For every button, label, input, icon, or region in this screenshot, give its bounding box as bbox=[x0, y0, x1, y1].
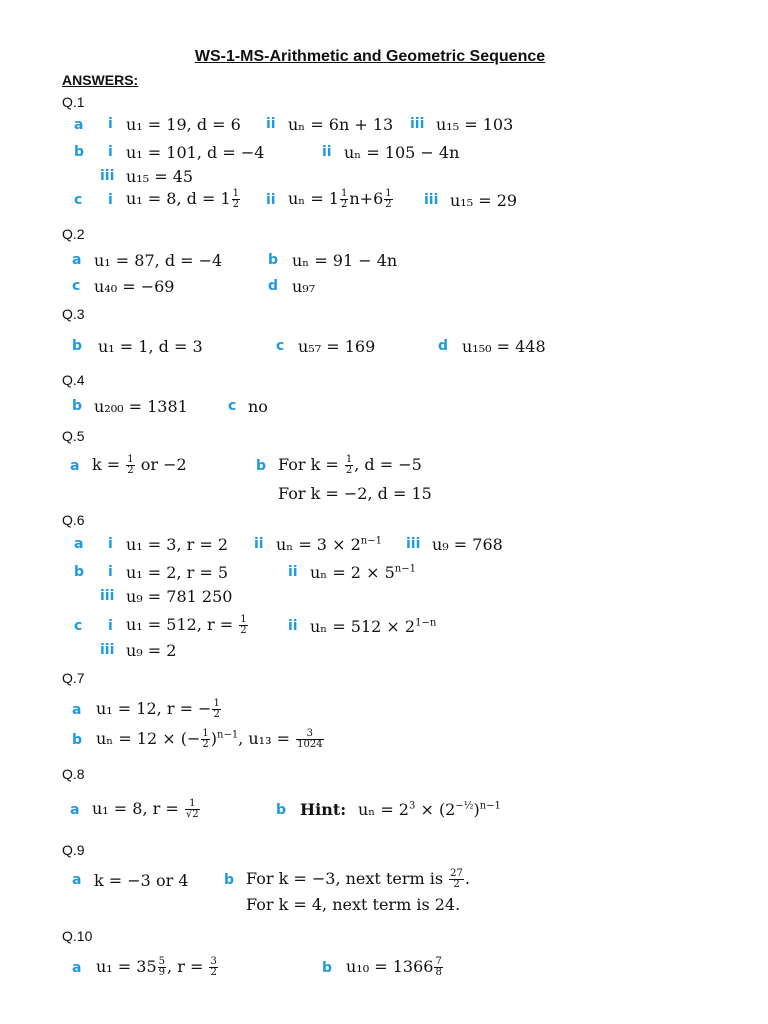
q2b-answer: uₙ = 91 − 4n bbox=[292, 251, 398, 270]
fraction-half: $\frac{1}{2}$ bbox=[240, 614, 247, 636]
q1c-iii-label: iii bbox=[424, 192, 439, 208]
fraction-1-over-root2: $\frac{1}{√2}$ bbox=[185, 798, 199, 820]
q6c-iii-label: iii bbox=[100, 642, 115, 658]
q7-part-b-label: b bbox=[72, 732, 83, 748]
q7a-answer: u₁ = 12, r = − $\frac{1}{2}$ bbox=[96, 698, 220, 720]
fraction-7-over-8: $\frac{7}{8}$ bbox=[435, 956, 442, 978]
q1-part-a bbox=[74, 116, 83, 134]
q5-part-a-label: a bbox=[70, 458, 80, 474]
q1c-iii-answer: u₁₅ = 29 bbox=[450, 191, 518, 210]
q1b-iii-label: iii bbox=[100, 168, 115, 184]
q2-part-d-label: d bbox=[268, 278, 279, 294]
q3b-answer: u₁ = 1, d = 3 bbox=[98, 337, 203, 356]
fraction-half: $\frac{1}{2}$ bbox=[213, 698, 220, 720]
question-4-label: Q.4 bbox=[62, 372, 85, 388]
q6c-i-label: i bbox=[108, 618, 113, 634]
q6b-i-label: i bbox=[108, 564, 113, 580]
q4-part-c-label: c bbox=[228, 398, 237, 414]
q8a-answer: u₁ = 8, r = $\frac{1}{√2}$ bbox=[92, 798, 199, 820]
q6b-iii-label: iii bbox=[100, 588, 115, 604]
q6c-ii-label: ii bbox=[288, 618, 298, 634]
q1a-i-label: i bbox=[108, 116, 113, 132]
fraction-3-over-2: $\frac{3}{2}$ bbox=[210, 956, 217, 978]
q9b-line2: For k = 4, next term is 24. bbox=[246, 895, 461, 914]
q4c-answer: no bbox=[248, 397, 268, 416]
q6-part-a-label: a bbox=[74, 536, 84, 552]
q1c-ii-answer: uₙ = 1 $\frac{1}{2}$ n+6 $\frac{1}{2}$ bbox=[288, 188, 392, 210]
q8-part-a-label: a bbox=[70, 802, 80, 818]
q2d-answer: u₉₇ bbox=[292, 277, 316, 296]
q6-part-c-label: c bbox=[74, 618, 83, 634]
q8b-hint: Hint: bbox=[300, 800, 347, 819]
q6b-iii-answer: u₉ = 781 250 bbox=[126, 587, 233, 606]
q8-part-b-label: b bbox=[276, 802, 287, 818]
q2-part-a-label: a bbox=[72, 252, 82, 268]
q6c-i-answer: u₁ = 512, r = $\frac{1}{2}$ bbox=[126, 614, 247, 636]
q6b-ii-answer: $u_n = 2 \times 5^{n-1}$ bbox=[310, 563, 416, 582]
q6c-iii-answer: u₉ = 2 bbox=[126, 641, 177, 660]
q5b-line2: For k = −2, d = 15 bbox=[278, 484, 432, 503]
question-6-label: Q.6 bbox=[62, 512, 85, 528]
q6a-ii-answer: $u_n = 3 \times 2^{n-1}$ bbox=[276, 535, 382, 554]
fraction-half: $\frac{1}{2}$ bbox=[202, 728, 209, 750]
q10-part-a-label: a bbox=[72, 960, 82, 976]
answers-heading: ANSWERS: bbox=[62, 72, 139, 88]
q7-part-a-label: a bbox=[72, 702, 82, 718]
q5b-line1: For k = $\frac{1}{2}$ , d = −5 bbox=[278, 454, 422, 476]
q6-part-b-label: b bbox=[74, 564, 85, 580]
q5a-answer: k = $\frac{1}{2}$ or −2 bbox=[92, 454, 187, 476]
q3-part-d-label: d bbox=[438, 338, 449, 354]
q6b-i-answer: u₁ = 2, r = 5 bbox=[126, 563, 229, 582]
question-3-label: Q.3 bbox=[62, 306, 85, 322]
q4-part-b-label: b bbox=[72, 398, 83, 414]
q6a-ii-label: ii bbox=[254, 536, 264, 552]
q2-part-b-label: b bbox=[268, 252, 279, 268]
q9-part-a-label: a bbox=[72, 872, 82, 888]
q1a-ii-label: ii bbox=[266, 116, 276, 132]
q1b-i-label: i bbox=[108, 144, 113, 160]
q1a-iii-answer: u₁₅ = 103 bbox=[436, 115, 514, 134]
fraction-half: $\frac{1}{2}$ bbox=[385, 188, 392, 210]
q9a-answer: k = −3 or 4 bbox=[94, 871, 189, 890]
q1a-iii-label: iii bbox=[410, 116, 425, 132]
q3c-answer: u₅₇ = 169 bbox=[298, 337, 376, 356]
q6a-iii-label: iii bbox=[406, 536, 421, 552]
q1-part-c-label: c bbox=[74, 192, 83, 208]
q6b-ii-label: ii bbox=[288, 564, 298, 580]
fraction-5-over-9: $\frac{5}{9}$ bbox=[158, 956, 166, 978]
fraction-3-over-1024: $\frac{3}{1024}$ bbox=[297, 728, 323, 750]
q10-part-b-label: b bbox=[322, 960, 333, 976]
part-a-label: a bbox=[74, 117, 84, 133]
q3-part-b-label: b bbox=[72, 338, 83, 354]
q6a-iii-answer: u₉ = 768 bbox=[432, 535, 503, 554]
question-9-label: Q.9 bbox=[62, 842, 85, 858]
question-10-label: Q.10 bbox=[62, 928, 93, 944]
page-title: WS-1-MS-Arithmetic and Geometric Sequence bbox=[194, 48, 546, 65]
question-8-label: Q.8 bbox=[62, 766, 85, 782]
q9-part-b-label: b bbox=[224, 872, 235, 888]
q1b-iii-answer: u₁₅ = 45 bbox=[126, 167, 194, 186]
q6a-i-label: i bbox=[108, 536, 113, 552]
fraction-half: $\frac{1}{2}$ bbox=[340, 188, 348, 210]
q10a-answer: u₁ = 35 $\frac{5}{9}$ , r = $\frac{3}{2}$ bbox=[96, 956, 217, 978]
fraction-half: $\frac{1}{2}$ bbox=[345, 454, 353, 476]
q4b-answer: u₂₀₀ = 1381 bbox=[94, 397, 188, 416]
q1b-ii-label: ii bbox=[322, 144, 332, 160]
question-1-label: Q.1 bbox=[62, 94, 85, 110]
q8b-answer: $u_n = 2^3 \times (2^{-\frac{1}{2}})^{n-1}$ bbox=[358, 800, 501, 819]
q1a-i-answer: u₁ = 19, d = 6 bbox=[126, 115, 241, 134]
q6a-i-answer: u₁ = 3, r = 2 bbox=[126, 535, 229, 554]
q1c-i-answer bbox=[126, 189, 241, 210]
fraction-27-over-2: $\frac{27}{2}$ bbox=[450, 868, 463, 890]
q5-part-b-label: b bbox=[256, 458, 267, 474]
q1a-ii-answer: uₙ = 6n + 13 bbox=[288, 115, 394, 134]
q2-part-c-label: c bbox=[72, 278, 81, 294]
question-5-label: Q.5 bbox=[62, 428, 85, 444]
q1c-i-label: i bbox=[108, 192, 113, 208]
q1-part-b-label: b bbox=[74, 144, 85, 160]
q7b-answer: uₙ = 12 × (− $\frac{1}{2}$ )$^{n-1}$, u₁₃ = $\frac{3}{1024}$ bbox=[96, 728, 323, 750]
q1b-i-answer: u₁ = 101, d = −4 bbox=[126, 143, 265, 162]
question-2-label: Q.2 bbox=[62, 226, 85, 242]
q1c-i-text: u₁ = 8, d = 1 bbox=[126, 189, 231, 208]
q10b-answer: u₁₀ = 1366 $\frac{7}{8}$ bbox=[346, 956, 442, 978]
fraction-half: $\frac{1}{2}$ bbox=[232, 188, 240, 210]
q6c-ii-answer: $u_n = 512 \times 2^{1-n}$ bbox=[310, 617, 437, 636]
q1b-ii-answer: uₙ = 105 − 4n bbox=[344, 143, 460, 162]
q2c-answer: u₄₀ = −69 bbox=[94, 277, 175, 296]
q3d-answer: u₁₅₀ = 448 bbox=[462, 337, 546, 356]
q2a-answer: u₁ = 87, d = −4 bbox=[94, 251, 223, 270]
q3-part-c-label: c bbox=[276, 338, 285, 354]
q1c-ii-label: ii bbox=[266, 192, 276, 208]
fraction-half: $\frac{1}{2}$ bbox=[127, 454, 134, 476]
question-7-label: Q.7 bbox=[62, 670, 85, 686]
q9b-line1: For k = −3, next term is $\frac{27}{2}$ . bbox=[246, 868, 470, 890]
